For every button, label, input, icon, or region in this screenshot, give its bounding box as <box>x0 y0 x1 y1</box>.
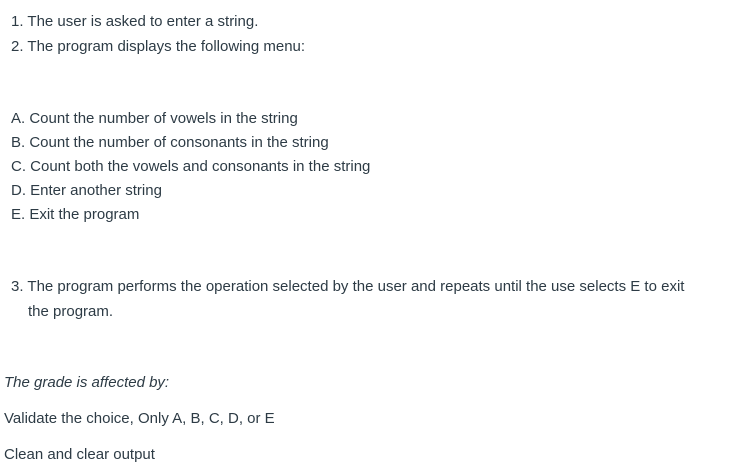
step-2 <box>11 39 305 54</box>
step-3 <box>11 279 684 294</box>
menu-item-c: C. Count both the vowels and consonants in the string <box>11 158 371 175</box>
step-3-continuation: the program. <box>28 303 114 320</box>
grading-item-1: Validate the choice, Only A, B, C, D, or E <box>4 410 275 427</box>
step-2-number: 2. <box>11 38 24 55</box>
grading-item-2: Clean and clear output <box>4 446 155 463</box>
grading-heading: The grade is affected by: <box>4 374 170 391</box>
step-3-text: The program performs the operation selected by the user and repeats until the use selects E to exit <box>27 278 685 295</box>
step-1 <box>11 14 258 29</box>
menu-item-b: B. Count the number of consonants in the string <box>11 134 329 151</box>
menu-item-e: E. Exit the program <box>11 206 140 223</box>
step-1-number: 1. <box>11 13 24 30</box>
step-1-text: The user is asked to enter a string. <box>27 13 259 30</box>
step-2-text: The program displays the following menu: <box>27 38 306 55</box>
step-3-number: 3. <box>11 278 24 295</box>
menu-item-d: D. Enter another string <box>11 182 162 199</box>
menu-item-a: A. Count the number of vowels in the string <box>11 110 298 127</box>
